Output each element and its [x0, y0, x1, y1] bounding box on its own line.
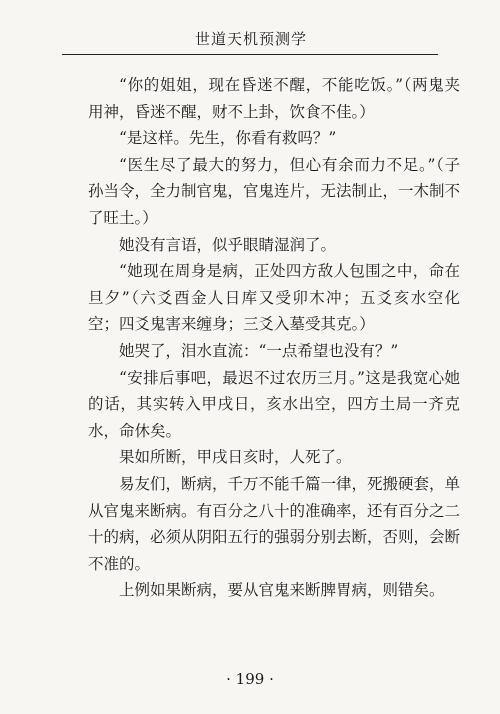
- paragraph: 易友们，断病，千万不能千篇一律，死搬硬套，单从官鬼来断病。有百分之八十的准确率，还有百分之二十的病，必须从阴阳五行的强弱分别去断，否则，会断不准的。: [88, 474, 461, 573]
- running-header: 世道天机预测学: [194, 30, 307, 48]
- paragraph: “安排后事吧，最迟不过农历三月。”这是我宽心她的话，其实转入甲戌日，亥水出空，四方土局一齐克水，命休矣。: [88, 368, 460, 440]
- paragraph: 果如所断，甲戌日亥时，人死了。: [119, 448, 352, 467]
- paragraph: “医生尽了最大的努力，但心有余而力不足。”（子孙当令，全力制官鬼，官鬼连片，无法制止，一木制不了旺土。）: [88, 155, 461, 227]
- paragraph: 上例如果断病，要从官鬼来断脾胃病，则错矣。: [119, 581, 445, 600]
- paragraph: 她哭了，泪水直流：“一点希望也没有？”: [119, 341, 399, 360]
- paragraph: “你的姐姐，现在昏迷不醒，不能吃饭。”（两鬼夹用神，昏迷不醒，财不上卦，饮食不佳。）: [88, 76, 460, 121]
- header-rule: [62, 54, 438, 55]
- paragraph: “她现在周身是病，正处四方敌人包围之中，命在旦夕”（六爻酉金人日库又受卯木冲；五爻亥水空化空；四爻鬼害来缠身；三爻入墓受其克。）: [88, 262, 460, 334]
- body-text: [88, 72, 460, 604]
- page-number: · 199 ·: [226, 670, 274, 688]
- paragraph: “是这样。先生，你看有救吗？”: [119, 129, 337, 148]
- paragraph: 她没有言语，似乎眼睛湿润了。: [119, 235, 337, 254]
